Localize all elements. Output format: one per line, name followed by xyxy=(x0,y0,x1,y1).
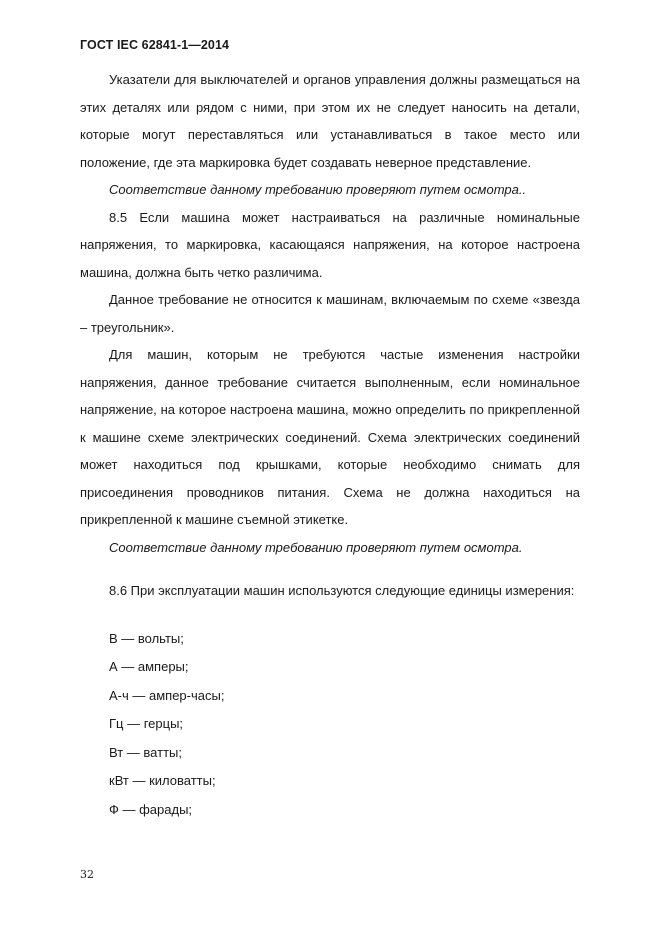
spacer xyxy=(80,605,580,625)
paragraph-indicators: Указатели для выключателей и органов управления должны размещаться на этих деталях или рядом с ними, при этом их не следует наносить на детали, которые могут переставляться или устанавливаться в такое место или положение, где эта маркировка будет создавать неверное представление. xyxy=(80,72,580,170)
paragraph-section-8-6: 8.6 При эксплуатации машин используются следующие единицы измерения: xyxy=(109,583,575,598)
spacer xyxy=(80,561,580,577)
list-item: В — вольты; xyxy=(109,630,184,646)
paragraph-compliance-check-1: Соответствие данному требованию проверяют путем осмотра.. xyxy=(109,182,527,197)
page-number: 32 xyxy=(80,868,94,881)
paragraph-compliance-check-2: Соответствие данному требованию проверяют путем осмотра. xyxy=(109,539,523,555)
document-body xyxy=(80,66,580,824)
units-list xyxy=(80,625,580,825)
paragraph-star-delta: Данное требование не относится к машинам, включаемым по схеме «звезда – треугольник». xyxy=(80,292,580,335)
list-item: Гц — герцы; xyxy=(109,716,184,731)
list-item: Ф — фарады; xyxy=(109,801,193,817)
list-item: А-ч — ампер-часы; xyxy=(109,687,225,703)
paragraph-section-8-5: 8.5 Если машина может настраиваться на различные номинальные напряжения, то маркировка, касающаяся напряжения, на которое настроена машина, должна быть четко различима. xyxy=(80,209,580,280)
document-header: ГОСТ IEC 62841-1—2014 xyxy=(80,38,230,52)
paragraph-voltage-setting: Для машин, которым не требуются частые изменения настройки напряжения, данное требование считается выполненным, если номинальное напряжение, на которое настроена машина, можно определить по прикрепленной к машине схеме электрических соединений. Схема электрических соединений может находиться под крышками, которые необходимо снимать для присоединения проводников питания. Схема не должна находиться на прикрепленной к машине съемной этикетке. xyxy=(80,347,580,527)
list-item: Вт — ватты; xyxy=(109,744,182,760)
list-item: А — амперы; xyxy=(109,659,189,674)
list-item: кВт — киловатты; xyxy=(109,773,216,788)
